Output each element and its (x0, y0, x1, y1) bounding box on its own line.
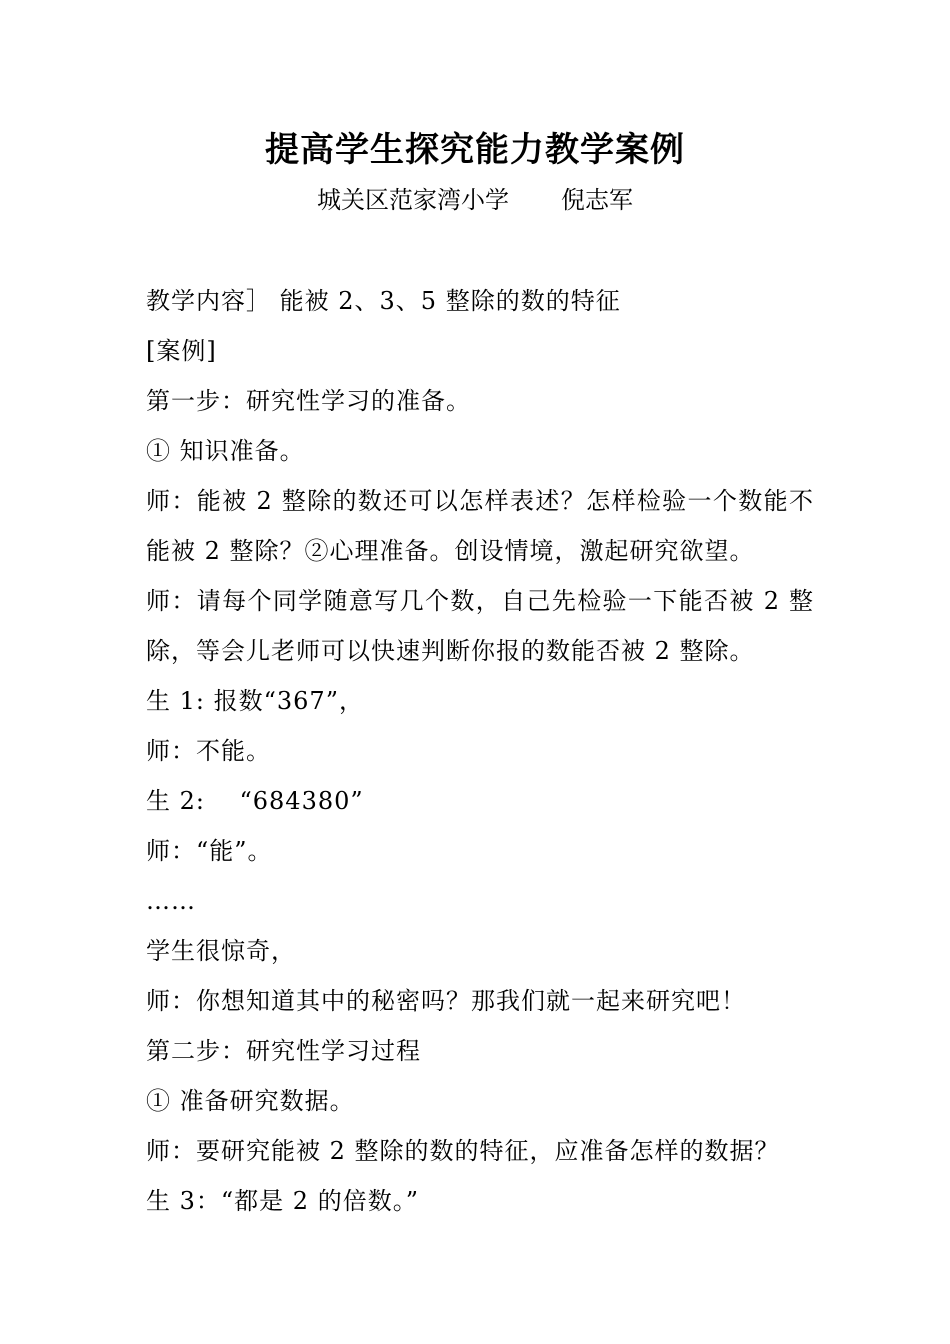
document-byline (0, 178, 950, 222)
paragraph-teacher-instruction: 师：请每个同学随意写几个数，自己先检验一下能否被 2 整除，等会儿老师可以快速判断你报的数能否被 2 整除。 (146, 587, 814, 665)
paragraph-student-1: 生 1: 报数“367”， (146, 687, 364, 715)
paragraph-teacher-no: 师：不能。 (146, 737, 271, 765)
paragraph-teacher-yes: 师：“能”。 (146, 837, 273, 865)
document-body (146, 276, 814, 1226)
paragraph-teaching-content: 教学内容］ 能被 2、3、5 整除的数的特征 (146, 287, 621, 315)
document-title: 提高学生探究能力教学案例 (265, 130, 685, 170)
paragraph-teacher-secret: 师：你想知道其中的秘密吗？那我们就一起来研究吧！ (146, 987, 746, 1015)
paragraph-teacher-question: 师：能被 2 整除的数还可以怎样表述？怎样检验一个数能不能被 2 整除？②心理准备。创设情境，激起研究欲望。 (146, 487, 814, 565)
paragraph-student-2: 生 2: “684380” (146, 787, 364, 815)
paragraph-case-label: [案例] (146, 337, 217, 365)
paragraph-students-surprised: 学生很惊奇， (146, 937, 296, 965)
paragraph-student-3: 生 3：“都是 2 的倍数。” (146, 1187, 419, 1215)
paragraph-prepare-data: ① 准备研究数据。 (146, 1087, 355, 1115)
paragraph-step-two: 第二步：研究性学习过程 (146, 1037, 421, 1065)
paragraph-ellipsis: …… (146, 887, 196, 915)
paragraph-teacher-data-question: 师：要研究能被 2 整除的数的特征，应准备怎样的数据？ (146, 1137, 780, 1165)
paragraph-step-one: 第一步：研究性学习的准备。 (146, 387, 471, 415)
author-name: 倪志军 (561, 186, 633, 214)
paragraph-knowledge-prep: ① 知识准备。 (146, 437, 305, 465)
school-name: 城关区范家湾小学 (317, 186, 509, 214)
